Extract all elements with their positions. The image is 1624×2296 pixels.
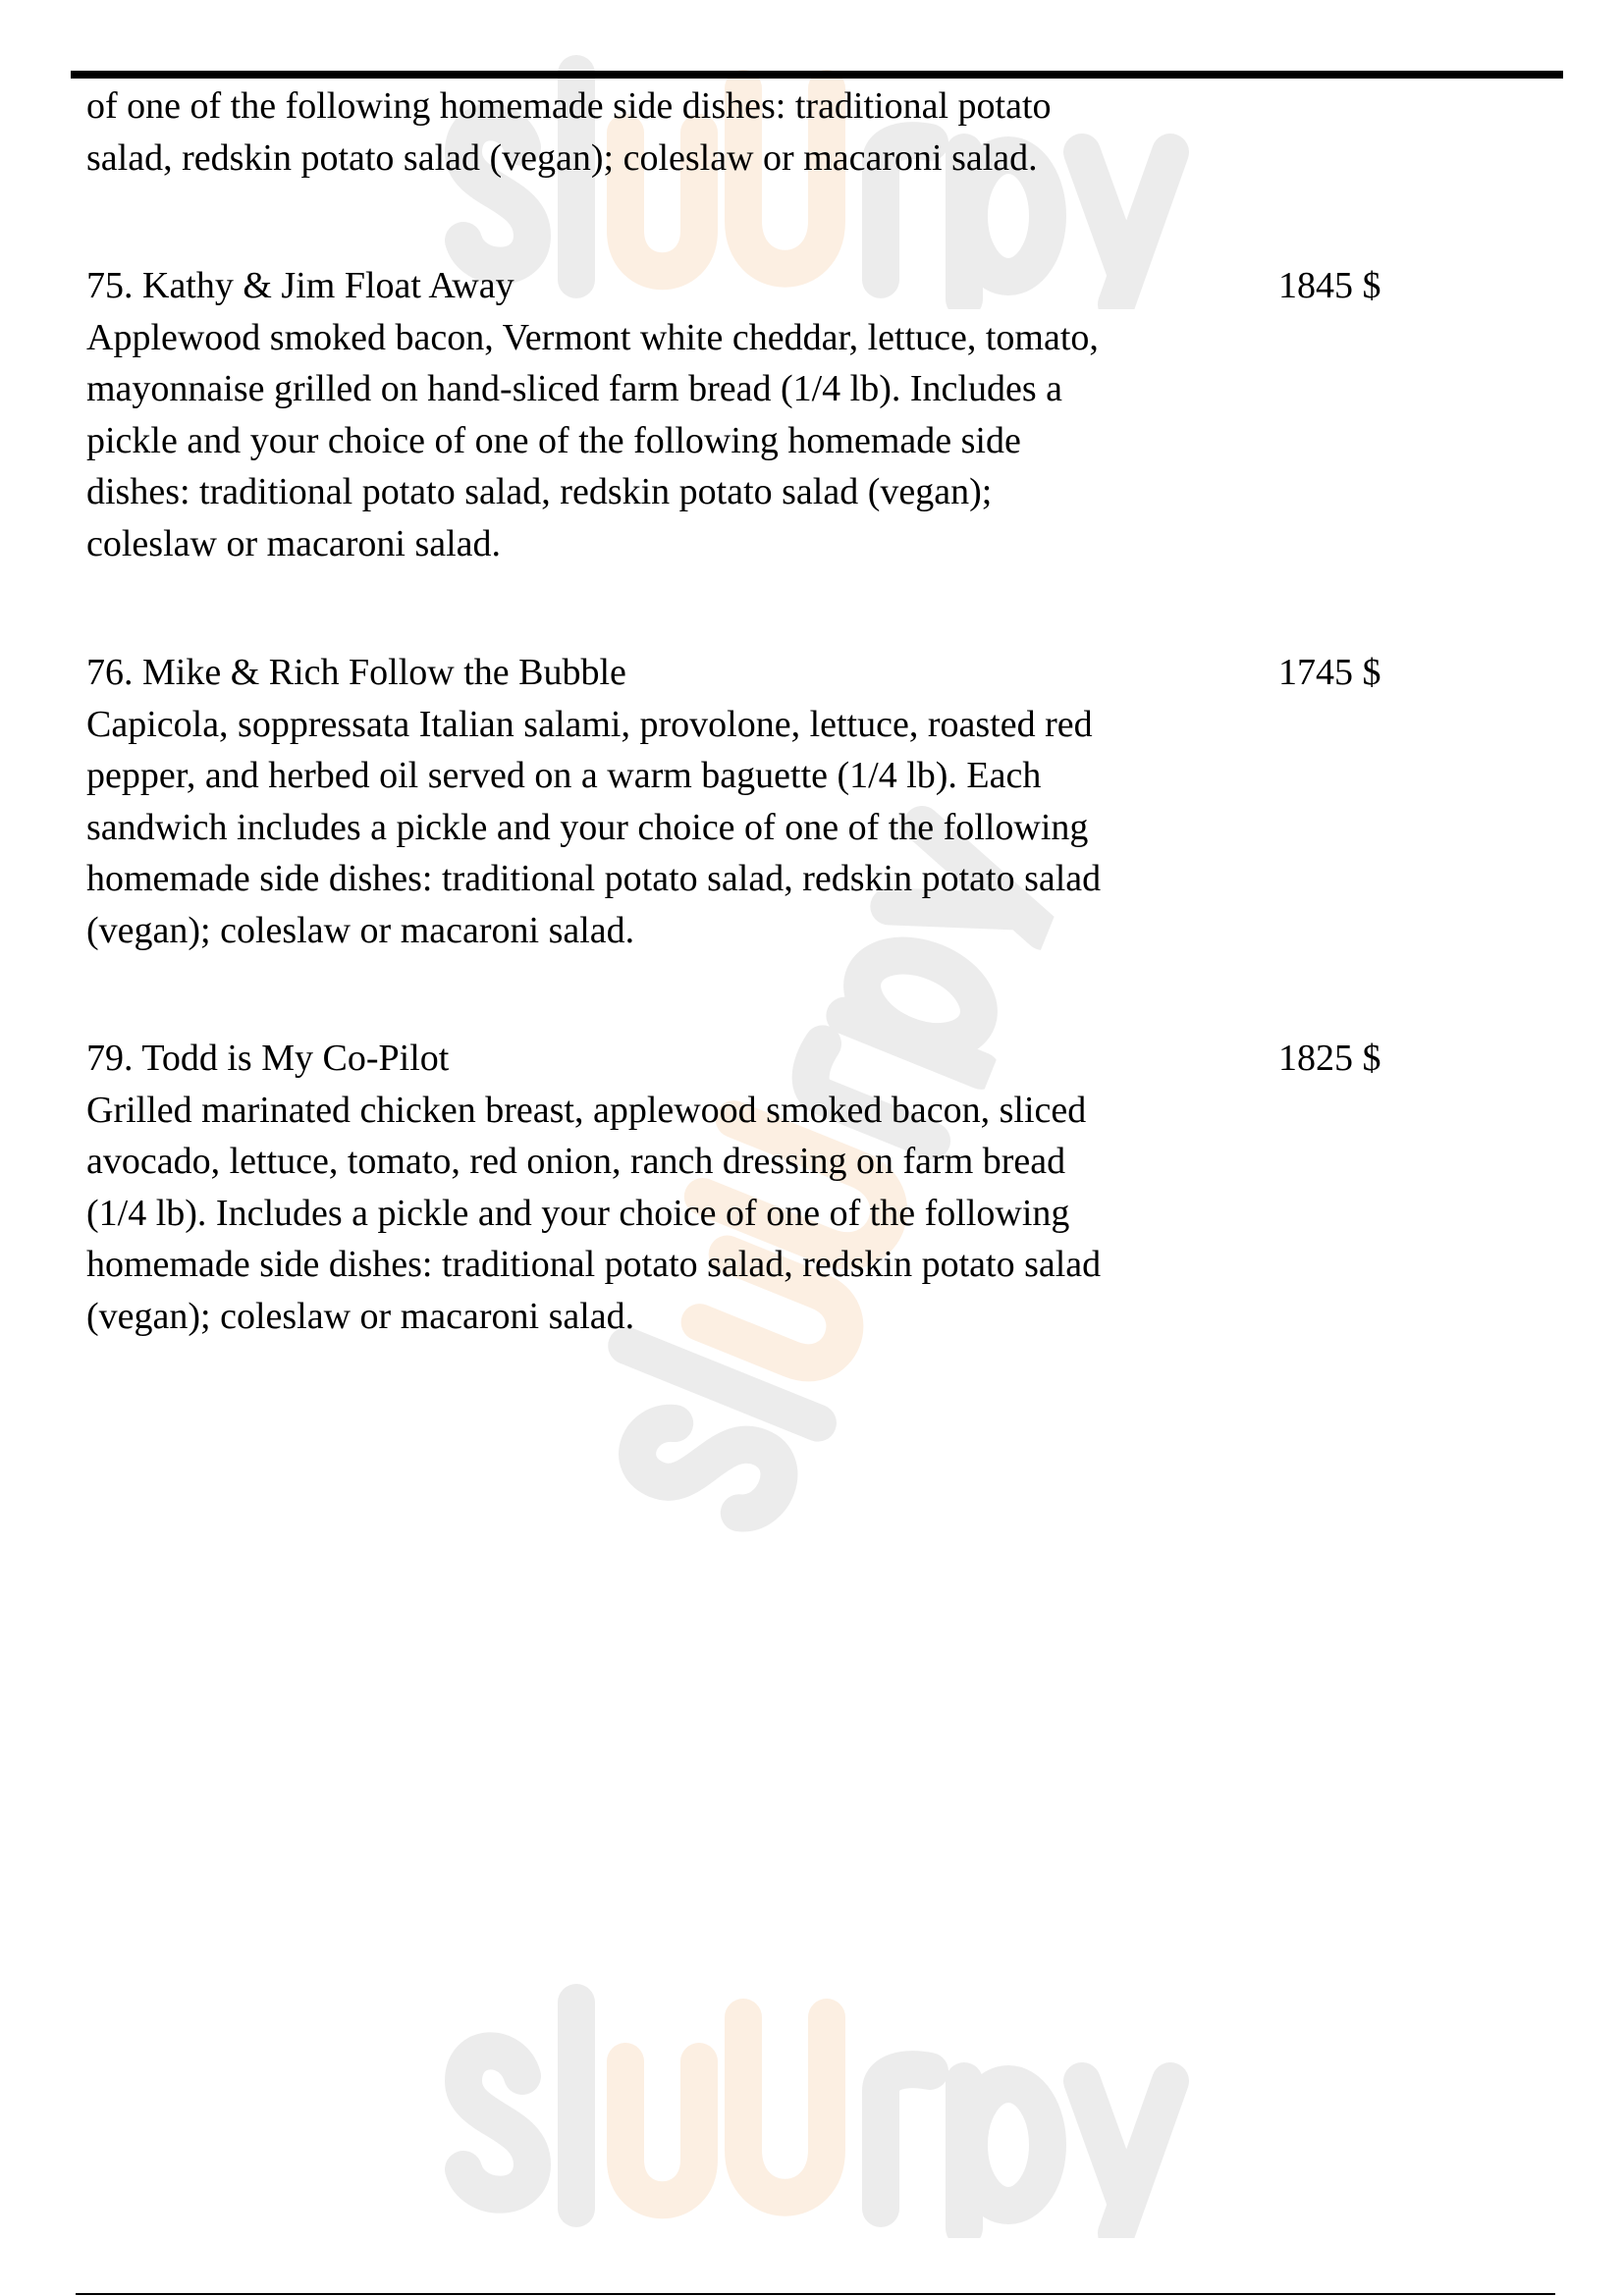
continued-description [86,80,1510,184]
menu-item-79 [86,1033,1510,1342]
description-line: sandwich includes a pickle and your choice of one of the following [86,806,1089,848]
description-line: (1/4 lb). Includes a pickle and your choice of one of the following [86,1192,1070,1234]
top-divider [71,71,1563,79]
bottom-divider [76,2293,1555,2295]
watermark-logo-bottom [405,1983,1229,2238]
item-price: 1825 $ [1278,1038,1381,1079]
description-line: (vegan); coleslaw or macaroni salad. [86,1295,635,1337]
description-line: Capicola, soppressata Italian salami, provolone, lettuce, roasted red [86,703,1093,745]
description-line: avocado, lettuce, tomato, red onion, ranch dressing on farm bread [86,1141,1066,1182]
description-line: mayonnaise grilled on hand-sliced farm bread (1/4 lb). Includes a [86,368,1062,409]
item-price: 1845 $ [1278,265,1381,306]
item-title: 79. Todd is My Co-Pilot [86,1038,450,1079]
item-title: 76. Mike & Rich Follow the Bubble [86,652,626,693]
description-line: pickle and your choice of one of the following homemade side [86,419,1021,461]
description-line: dishes: traditional potato salad, redskin potato salad (vegan); [86,471,993,512]
item-title: 75. Kathy & Jim Float Away [86,265,514,306]
item-price: 1745 $ [1278,652,1381,693]
description-line: Applewood smoked bacon, Vermont white cheddar, lettuce, tomato, [86,316,1099,358]
description-line: pepper, and herbed oil served on a warm baguette (1/4 lb). Each [86,755,1042,796]
description-line: homemade side dishes: traditional potato salad, redskin potato salad [86,1244,1102,1285]
description-line: salad, redskin potato salad (vegan); coleslaw or macaroni salad. [86,136,1038,179]
menu-item-76 [86,647,1510,956]
description-line: homemade side dishes: traditional potato salad, redskin potato salad [86,858,1102,899]
description-line: Grilled marinated chicken breast, applewood smoked bacon, sliced [86,1089,1087,1131]
description-line: coleslaw or macaroni salad. [86,522,502,564]
description-line: of one of the following homemade side dishes: traditional potato [86,85,1052,127]
menu-item-75 [86,260,1510,569]
description-line: (vegan); coleslaw or macaroni salad. [86,909,635,951]
